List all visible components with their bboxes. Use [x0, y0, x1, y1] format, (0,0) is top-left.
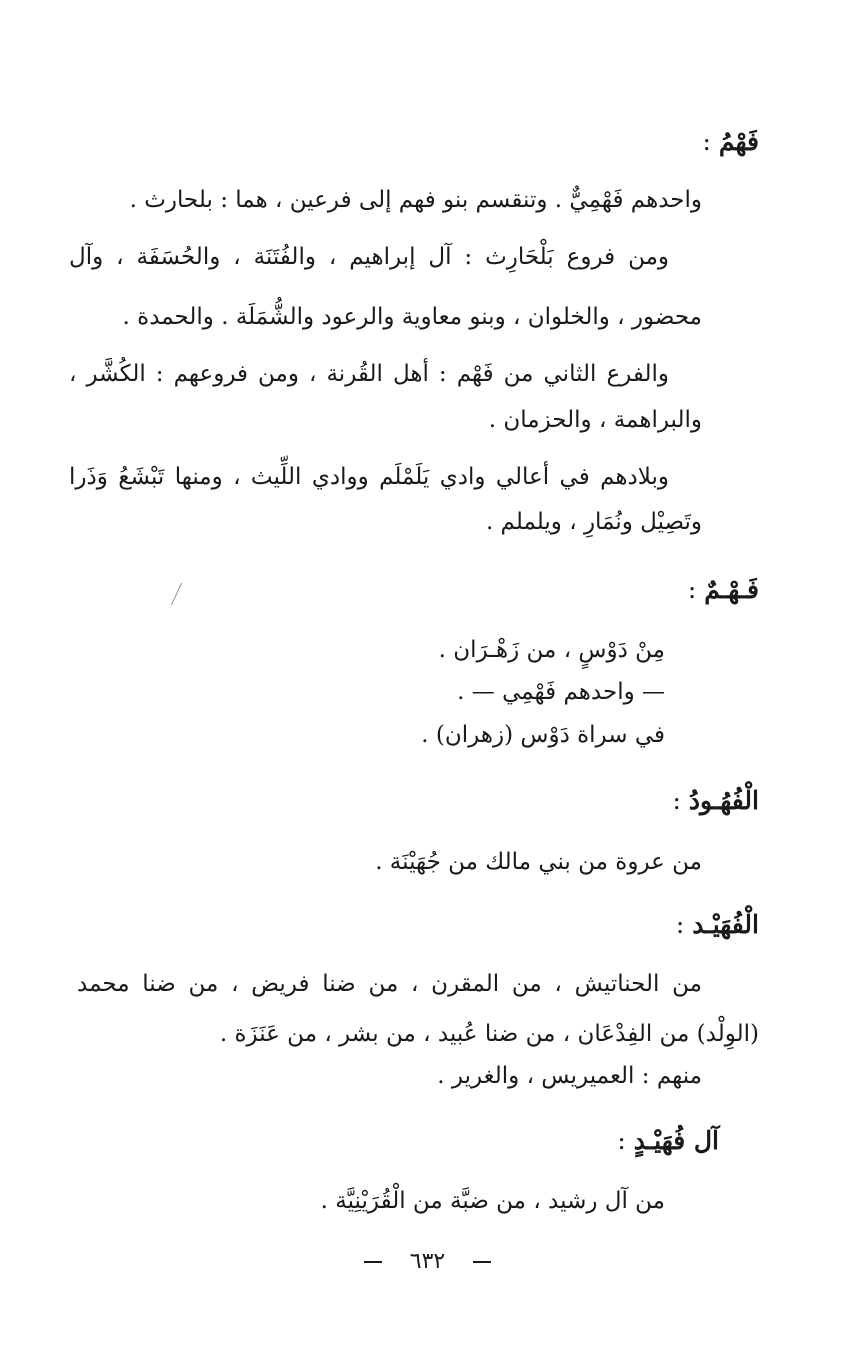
paragraph-line: واحدهم فَهْمِيٌّ . وتنقسم بنو فهم إلى فرعين ، هما : بلحارث . — [129, 187, 702, 213]
page-number-dash — [473, 1261, 491, 1263]
paragraph-line: منهم : العميريس ، والغرير . — [437, 1063, 702, 1089]
section-heading-al-fuhayd-family: آل فُهَيْـدٍ : — [617, 1126, 719, 1155]
section-heading-fahm: فَهْمُ : — [702, 127, 759, 156]
paragraph-line: في سراة دَوْس (زهران) . — [421, 722, 665, 748]
paragraph-line: مِنْ دَوْسٍ ، من زَهْـرَان . — [438, 637, 665, 663]
paragraph-line: من عروة من بني مالك من جُهَيْنَة . — [375, 849, 702, 875]
paragraph-line: (الوِلْد) من الفِدْعَان ، من ضنا عُبيد ، من بشر ، من عَنَزَة . — [219, 1021, 759, 1047]
paragraph-line: من آل رشيد ، من ضبَّة من الْقُرَيْنِيَّة . — [320, 1188, 665, 1214]
section-heading-fahm-dawsi: فَـهْـمٌ : — [687, 575, 759, 604]
section-heading-al-fuhud: الْفُهُـودُ : — [672, 786, 759, 815]
paragraph-line: وتَصِيْل ونُمَارِ ، ويلملم . — [485, 509, 702, 535]
page-number — [0, 1247, 855, 1277]
paragraph-line: وبلادهم في أعالي وادي يَلَمْلَم ووادي اللِّيث ، ومنها تَبْشَعُ وَذَرا — [69, 464, 669, 490]
paragraph-line: محضور ، والخلوان ، وبنو معاوية والرعود والشُّمَلَة . والحمدة . — [122, 304, 702, 330]
paragraph-line: من الحناتيش ، من المقرن ، من ضنا فريض ، من ضنا محمد — [77, 971, 702, 997]
page-number-value: ٦٣٢ — [409, 1249, 446, 1274]
pencil-mark — [171, 583, 192, 605]
paragraph-line: والبراهمة ، والحزمان . — [488, 407, 702, 433]
paragraph-line: والفرع الثاني من فَهْم : أهل القُرنة ، ومن فروعهم : الكُشَّر ، — [69, 361, 669, 387]
page-number-dash — [364, 1261, 382, 1263]
paragraph-line: ومن فروع بَلْحَارِث : آل إبراهيم ، والفُتَنَة ، والحُسَفَة ، وآل — [69, 244, 669, 270]
section-heading-al-fuhayd: الْفُهَيْـد : — [675, 910, 759, 939]
paragraph-line: — واحدهم فَهْمِي — . — [457, 679, 665, 705]
